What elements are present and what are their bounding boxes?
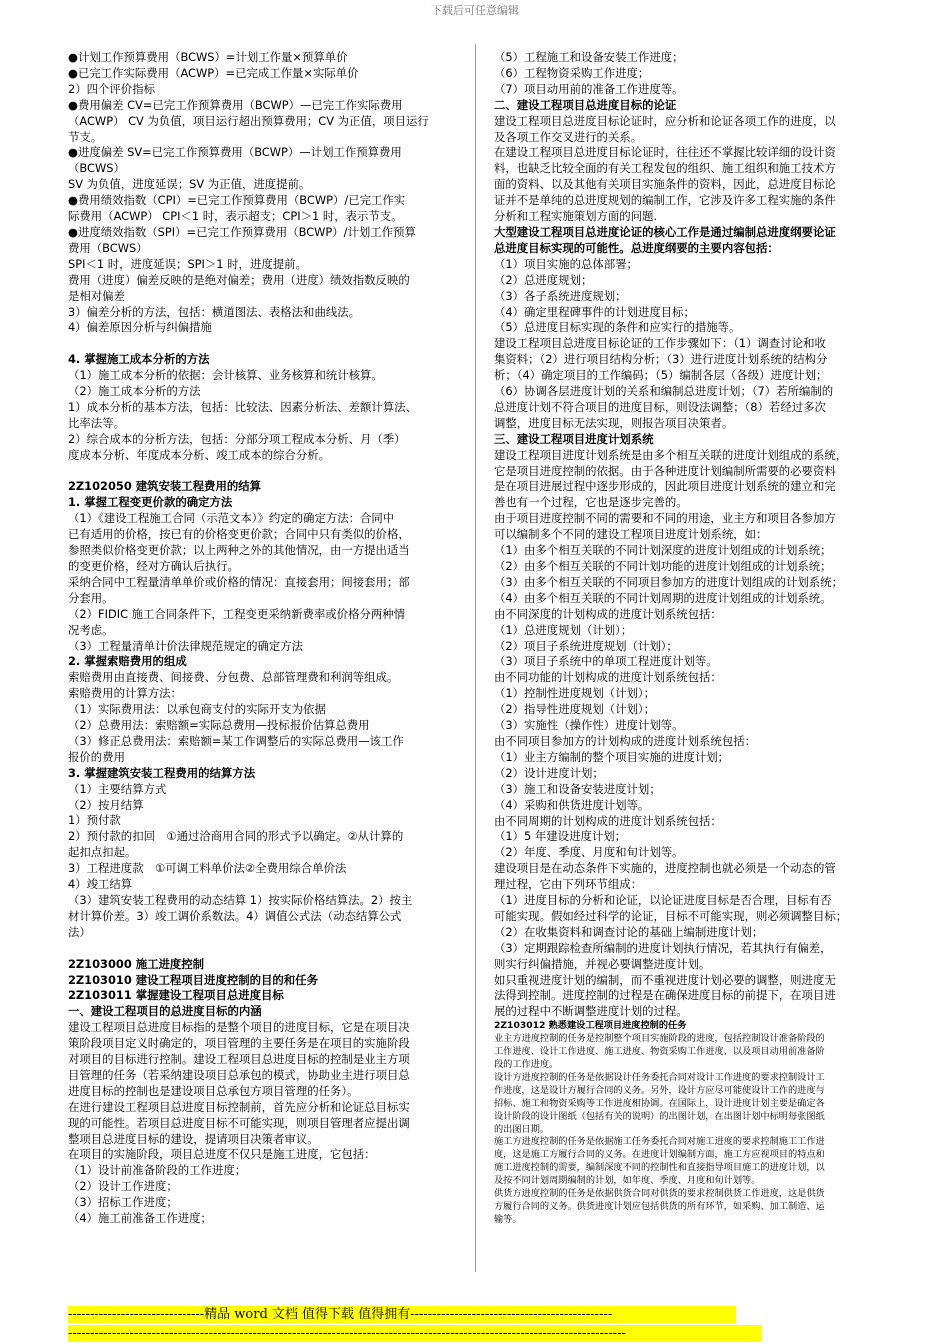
text-line: 起扣点扣起。: [68, 845, 137, 860]
text-line: 2）四个评价指标: [68, 81, 155, 96]
text-line: （3）项目子系统中的单项工程进度计划等。: [494, 654, 718, 669]
text-line: 费用（进度）偏差反映的是绝对偏差；费用（进度）绩效指数反映的: [68, 272, 410, 287]
section-heading: 三、建设工程项目进度计划系统: [494, 431, 654, 446]
text-line: 它是项目进度控制的依据。由于各种进度计划编制所需要的必要资料: [494, 463, 836, 478]
text-line: SPI＜1 时，进度延误；SPI＞1 时，进度提前。: [68, 256, 307, 271]
text-line: （4）采购和供货进度计划等。: [494, 797, 650, 812]
text-line: 作进度，这是设计方履行合同的义务。另外，设计方应尽可能使设计工作的进度与: [494, 1084, 825, 1096]
text-line: 方履行合同的义务。供货进度计划应包括供货的所有环节，如采购、加工制造、运: [494, 1200, 825, 1212]
text-line: （3）定期跟踪检查所编制的进度计划执行情况，若其执行有偏差，: [494, 940, 832, 955]
page-header: 下载后可任意编辑: [431, 4, 519, 17]
text-line: 度，这是施工方履行合同的义务。在进度计划编制方面，施工方应视项目的特点和: [494, 1149, 825, 1161]
text-line: （7）项目动用前的准备工作进度等。: [494, 81, 684, 96]
text-line: 现的可能性。若项目总进度目标不可能实现，则项目管理者应提出调: [68, 1115, 410, 1130]
text-line: （3）各子系统进度规划；: [494, 288, 627, 303]
text-line: 可以编制多个不同的建设工程项目进度计划系统，如：: [494, 527, 768, 542]
text-line: SV 为负值，进度延误；SV 为正值，进度提前。: [68, 177, 311, 192]
section-heading: 3. 掌握建筑安装工程费用的结算方法: [68, 765, 256, 780]
text-line: （2）施工成本分析的方法: [68, 384, 201, 399]
text-line: 的出图日期。: [494, 1123, 550, 1135]
text-line: 际费用（ACWP） CPI＜1 时，表示超支；CPI＞1 时，表示节支。: [68, 209, 403, 224]
text-line: 建设项目是在动态条件下实施的，进度控制也就必须是一个动态的管: [494, 861, 836, 876]
text-line: （2）设计工作进度；: [68, 1179, 178, 1194]
text-line: 参照类似价格变更价款；以上两种之外的其他情况，由一方提出适当: [68, 543, 410, 558]
text-line: （3）由多个相互关联的不同项目参加方的进度计划组成的计划系统；: [494, 574, 843, 589]
text-line: 总进度计划不符合项目的进度目标，则设法调整；（8）若经过多次: [494, 399, 826, 414]
footer-dashes: -------------------------------------------------------------------------------------------------------------------------------: [68, 1325, 762, 1342]
text-line: 建设工程项目总进度目标论证的工作步骤如下：（1）调查讨论和收: [494, 336, 826, 351]
text-line: 理过程，它由下列环节组成：: [494, 877, 643, 892]
text-line: 1）预付款: [68, 813, 121, 828]
text-line: （1）业主方编制的整个项目实施的进度计划；: [494, 749, 730, 764]
text-line: （1）进度目标的分析和论证，以论证进度目标是否合理，目标有否: [494, 893, 832, 908]
text-line: 面的资料、以及其他有关项目实施条件的资料，因此，总进度目标论: [494, 177, 836, 192]
footer-banner: -------------------------------精品 word 文档 值得下载 值得拥有----------------------------------------------: [68, 1306, 736, 1323]
text-line: 展的过程中不断调整进度计划的过程。: [494, 1004, 688, 1019]
text-line: 设计阶段的设计图纸（包括有关的说明）的出图计划，在出图计划中标明每张图纸: [494, 1110, 825, 1122]
text-line: 设计方进度控制的任务是依据设计任务委托合同对设计工作进度的要求控制设计工: [494, 1071, 825, 1083]
text-line: 是相对偏差: [68, 288, 125, 303]
section-heading: 总进度目标实现的可能性。总进度纲要的主要内容包括：: [494, 240, 779, 255]
text-line: 析；（4）确定项目的工作编码；（5）编制各层（各级）进度计划；: [494, 368, 828, 383]
section-heading: 2. 掌握索赔费用的组成: [68, 654, 187, 669]
text-line: （5）总进度目标实现的条件和应实行的措施等。: [494, 320, 741, 335]
text-line: 对项目的目标进行控制。建设工程项目总进度目标的控制是业主方项: [68, 1052, 410, 1067]
text-line: 在建设工程项目总进度目标论证时，往往还不掌握比较详细的设计资: [494, 145, 836, 160]
text-line: 法）: [68, 924, 91, 939]
column-divider: [475, 44, 476, 1272]
text-line: （BCWS）: [68, 161, 125, 176]
text-line: 法得到控制。进度控制的过程是在确保进度目标的前提下，在项目进: [494, 988, 836, 1003]
text-line: （5）工程施工和设备安装工作进度；: [494, 50, 684, 64]
text-line: 进度目标的控制也是建设项目总承包方项目管理的任务）。: [68, 1083, 359, 1098]
text-line: （6）协调各层进度计划的关系和编制总进度计划；（7）若所编制的: [494, 384, 834, 399]
text-line: （2）项目子系统进度规划（计划）；: [494, 638, 678, 653]
text-line: ●计划工作预算费用（BCWS）=计划工作量×预算单价: [68, 50, 348, 64]
text-line: 采纳合同中工程量清单单价或价格的情况：直接套用；间接套用；部: [68, 574, 410, 589]
text-line: 4）竣工结算: [68, 877, 133, 892]
text-line: （4）施工前准备工作进度；: [68, 1211, 212, 1226]
text-line: （1）控制性进度规划（计划）；: [494, 686, 656, 701]
text-line: 招标、施工和物资采购等工作进度相协调。在国际上，设计进度计划主要是确定各: [494, 1097, 825, 1109]
text-line: 已有适用的价格，按已有的价格变更价款；合同中只有类似的价格，: [68, 527, 410, 542]
text-line: 在进行建设工程项目总进度目标控制前，首先应分析和论证总目标实: [68, 1099, 410, 1114]
text-line: 由不同深度的计划构成的进度计划系统包括：: [494, 606, 722, 621]
text-line: （1）项目实施的总体部署；: [494, 256, 638, 271]
text-line: 业主方进度控制的任务是控制整个项目实施阶段的进度，包括控制设计准备阶段的: [494, 1033, 825, 1045]
text-line: ●已完工作实际费用（ACWP）=已完成工作量×实际单价: [68, 65, 359, 80]
blank-line: [68, 464, 460, 480]
section-heading: 2Z103012 熟悉建设工程项目进度控制的任务: [494, 1020, 687, 1032]
text-line: 3）工程进度款 ①可调工料单价法②全费用综合单价法: [68, 861, 347, 876]
text-line: 由于项目进度控制不同的需要和不同的用途，业主方和项目各参加方: [494, 511, 836, 526]
text-line: （2）总进度规划；: [494, 272, 593, 287]
text-line: 索赔费用的计算方法：: [68, 686, 182, 701]
blank-line: [68, 336, 460, 352]
text-line: 集资料；（2）进行项目结构分析；（3）进行进度计划系统的结构分: [494, 352, 828, 367]
text-line: 由不同功能的计划构成的进度计划系统包括：: [494, 670, 722, 685]
section-heading: 2Z103000 施工进度控制: [68, 956, 205, 971]
text-line: 如只重视进度计划的编制，而不重视进度计划必要的调整，则进度无: [494, 972, 836, 987]
text-line: 目管理的任务（若采纳建设项目总承包的模式，协助业主进行项目总: [68, 1067, 410, 1082]
text-line: 的变更价格，经对方确认后执行。: [68, 558, 239, 573]
text-line: 及各项工作交叉进行的关系。: [494, 129, 643, 144]
text-line: （3）工程量清单计价法律规范规定的确定方法: [68, 638, 304, 653]
text-line: 工作进度、设计工作进度、施工进度、物资采购工作进度、以及项目动用前准备阶: [494, 1046, 825, 1058]
text-line: 4）偏差原因分析与纠偏措施: [68, 320, 212, 335]
text-line: （6）工程物资采购工作进度；: [494, 65, 650, 80]
text-line: （3）招标工作进度；: [68, 1195, 178, 1210]
text-line: 况考虑。: [68, 622, 114, 637]
text-line: （4）由多个相互关联的不同计划周期的进度计划组成的计划系统。: [494, 590, 832, 605]
section-heading: 大型建设工程项目总进度论证的核心工作是通过编制总进度纲要论证: [494, 224, 836, 239]
text-line: 善也有一个过程，它也是逐步完善的。: [494, 495, 688, 510]
text-line: （2）由多个相互关联的不同计划功能的进度计划组成的计划系统；: [494, 559, 832, 573]
text-line: 索赔费用由直接费、间接费、分包费、总部管理费和利润等组成。: [68, 670, 399, 685]
text-line: ●费用偏差 CV=已完工作预算费用（BCWP）—已完工作实际费用: [68, 97, 403, 112]
text-line: （1）施工成本分析的依据：会计核算、业务核算和统计核算。: [68, 368, 383, 383]
text-line: （2）设计进度计划；: [494, 765, 604, 780]
text-line: （1）主要结算方式: [68, 781, 167, 796]
text-line: （2）指导性进度规划（计划）；: [494, 702, 656, 717]
text-line: 节支。: [68, 129, 103, 144]
text-line: （3）实施性（操作性）进度计划等。: [494, 718, 684, 733]
text-line: 建设工程项目总进度目标指的是整个项目的进度目标，它是在项目决: [68, 1020, 410, 1035]
text-line: 1）成本分析的基本方法，包括：比较法、因素分析法、差额计算法、: [68, 399, 417, 414]
text-line: 则实行纠偏措施，并视必要调整进度计划。: [494, 956, 711, 971]
text-line: （1）设计前准备阶段的工作进度；: [68, 1163, 247, 1178]
text-line: 料，也缺乏比较全面的有关工程发包的组织、施工组织和施工技术方: [494, 161, 836, 176]
text-line: 段的工作进度。: [494, 1059, 559, 1070]
section-heading: 2Z103011 掌握建设工程项目总进度目标: [68, 988, 284, 1003]
text-line: 调整，进度目标无法实现，则报告项目决策者。: [494, 415, 734, 430]
text-line: 整项目总进度目标的建设，提请项目决策者审议。: [68, 1131, 319, 1146]
text-line: （4）确定里程碑事件的计划进度目标；: [494, 304, 695, 319]
text-line: 由不同周期的计划构成的进度计划系统包括：: [494, 813, 722, 828]
text-line: 策阶段项目定义时确定的，项目管理的主要任务是在项目的实施阶段: [68, 1036, 410, 1051]
section-heading: 2Z102050 建筑安装工程费用的结算: [68, 479, 262, 494]
text-line: 及按不同计划周期编制的计划，如年度、季度、月度和旬计划等。: [494, 1175, 761, 1187]
text-line: 输等。: [494, 1213, 522, 1225]
text-line: （3）修正总费用法：索赔额=某工作调整后的实际总费用—该工作: [68, 733, 404, 748]
text-line: 费用（BCWS）: [68, 240, 148, 255]
text-line: 建设工程项目进度计划系统是由多个相互关联的进度计划组成的系统，: [494, 447, 848, 462]
text-line: ●进度绩效指数（SPI）=已完工作预算费用（BCWP）/计划工作预算: [68, 224, 416, 239]
right-column: [494, 50, 886, 1227]
text-line: （3）施工和设备安装进度计划；: [494, 781, 661, 796]
text-line: 证并不是单纯的总进度规划的编制工作，它涉及许多工程实施的条件: [494, 193, 836, 208]
text-line: 报价的费用: [68, 749, 125, 764]
left-column: [68, 50, 460, 1227]
text-line: （1）《建设工程施工合同（示范文本）》约定的确定方法：合同中: [68, 511, 395, 526]
text-line: 2）预付款的扣回 ①通过洽商用合同的形式予以确定。②从计算的: [68, 829, 404, 844]
text-line: 在项目的实施阶段，项目总进度不仅只是施工进度，它包括：: [68, 1147, 376, 1162]
section-heading: 二、建设工程项目总进度目标的论证: [494, 97, 677, 112]
section-heading: 1. 掌握工程变更价款的确定方法: [68, 495, 233, 510]
text-line: 可能实现。假如经过科学的论证，目标不可能实现，则必须调整目标；: [494, 908, 848, 923]
text-line: （1）5 年建设进度计划；: [494, 829, 627, 844]
text-line: （2）年度、季度、月度和旬计划等。: [494, 845, 684, 860]
section-heading: 一、建设工程项目的总进度目标的内涵: [68, 1004, 262, 1019]
text-line: （3）建筑安装工程费用的动态结算 1）按实际价格结算法。2）按主: [68, 893, 413, 907]
text-line: 供货方进度控制的任务是依据供货合同对供货的要求控制供货工作进度，这是供货: [494, 1188, 825, 1200]
text-line: 材计算价差。3）竣工调价系数法。4）调值公式法（动态结算公式: [68, 908, 402, 923]
text-line: 是在项目进展过程中逐步形成的，因此项目进度计划系统的建立和完: [494, 479, 836, 494]
text-line: 分析和工程实施策划方面的问题.: [494, 209, 658, 224]
section-heading: 2Z103010 建设工程项目进度控制的目的和任务: [68, 972, 318, 987]
text-line: 建设工程项目总进度目标论证时，应分析和论证各项工作的进度，以: [494, 113, 836, 128]
text-line: 度成本分析、年度成本分析、竣工成本的综合分析。: [68, 447, 330, 462]
text-line: （2）按月结算: [68, 797, 144, 812]
text-line: （1）实际费用法：以承包商支付的实际开支为依据: [68, 702, 326, 717]
text-line: （2）在收集资料和调查讨论的基础上编制进度计划；: [494, 924, 764, 939]
text-line: （2）总费用法：索赔额=实际总费用—投标报价估算总费用: [68, 718, 370, 733]
blank-line: [68, 941, 460, 957]
section-heading: 4. 掌握施工成本分析的方法: [68, 352, 210, 367]
text-line: 由不同项目参加方的计划构成的进度计划系统包括：: [494, 733, 756, 748]
text-line: （2）FIDIC 施工合同条件下，工程变更采纳新费率或价格分两种情: [68, 606, 406, 621]
text-line: 2）综合成本的分析方法，包括：分部分项工程成本分析、月（季）: [68, 431, 406, 446]
text-line: （1）由多个相互关联的不同计划深度的进度计划组成的计划系统；: [494, 543, 832, 558]
text-line: ●费用绩效指数（CPI）=已完工作预算费用（BCWP）/已完工作实: [68, 193, 406, 208]
text-line: （1）总进度规划（计划）；: [494, 622, 633, 637]
text-line: 3）偏差分析的方法，包括：横道图法、表格法和曲线法。: [68, 304, 361, 319]
text-line: 施工方进度控制的任务是依据施工任务委托合同对施工进度的要求控制施工工作进: [494, 1136, 825, 1148]
text-line: ●进度偏差 SV=已完工作预算费用（BCWP）—计划工作预算费用: [68, 145, 402, 160]
text-line: （ACWP） CV 为负值，项目运行超出预算费用；CV 为正值，项目运行: [68, 113, 429, 128]
text-line: 分套用。: [68, 590, 114, 605]
text-line: 施工进度控制的需要，编制深度不同的控制性和直接指导项目施工的进度计划，以: [494, 1162, 825, 1174]
text-line: 比率法等。: [68, 415, 125, 430]
